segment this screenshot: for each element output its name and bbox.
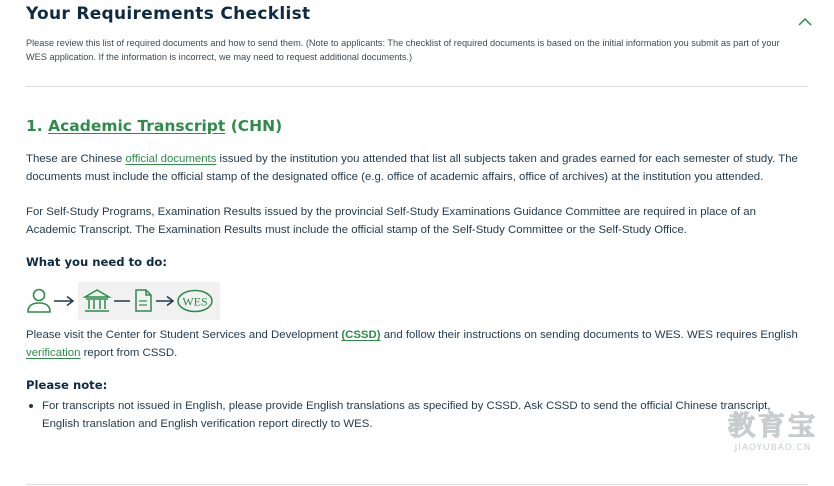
transcript-description: These are Chinese official documents issued by the institution you attended that list all subjects taken and grades earned for each semester of study. The documents must include the official stamp of the designated office (e.g. office of academic affairs, office of archives) at the institution you attended.	[26, 153, 798, 183]
institution-icon	[82, 287, 112, 315]
official-documents-link[interactable]: official documents	[125, 153, 217, 165]
svg-text:WES: WES	[182, 294, 208, 309]
list-item: For transcripts not issued in English, please provide English translations as specified by CSSD. Ask CSSD to send the official Chinese transcript, English translation and English verification report directly to WES.	[26, 397, 802, 433]
checklist-intro: Please review this list of required documents and how to send them. (Note to applicants: The checklist of required documents is based on the initial information you submit as part of your WES application. If the information is incorrect, we may need to request additional documents.)	[26, 38, 780, 62]
chevron-up-icon	[798, 17, 812, 26]
verification-link[interactable]: verification	[26, 347, 81, 359]
section-number: 1.	[26, 117, 43, 135]
watermark-logo	[728, 412, 818, 454]
collapse-button[interactable]	[796, 14, 814, 28]
todo-heading: What you need to do:	[26, 255, 168, 269]
watermark-url: JIAOYUBAO.CN	[734, 443, 812, 453]
country-code: (CHN)	[230, 117, 283, 135]
academic-transcript-link[interactable]: Academic Transcript	[48, 117, 226, 135]
divider	[26, 484, 808, 485]
cssd-link[interactable]: (CSSD)	[341, 329, 381, 341]
requirements-checklist	[26, 0, 808, 486]
cssd-instructions: Please visit the Center for Student Services and Development (CSSD) and follow their instructions on sending documents to WES. WES requires English verification report from CSSD.	[26, 329, 798, 359]
watermark-glyphs: 教育宝	[728, 411, 818, 442]
note-heading: Please note:	[26, 378, 108, 392]
section-heading	[26, 115, 808, 137]
dash-connector-icon	[112, 295, 132, 307]
arrow-right-icon	[154, 295, 176, 307]
checklist-header	[26, 0, 808, 64]
document-icon	[132, 287, 154, 315]
person-icon	[26, 287, 52, 315]
arrow-right-icon	[52, 295, 76, 307]
page-title: Your Requirements Checklist	[26, 4, 311, 24]
wes-logo-icon	[176, 288, 214, 314]
process-steps	[26, 282, 808, 320]
self-study-description: For Self-Study Programs, Examination Results issued by the provincial Self-Study Examinations Guidance Committee are required in place of an Academic Transcript. The Examination Results must include the official stamp of the Self-Study Committee or the Self-Study Office.	[26, 206, 756, 236]
divider	[26, 86, 808, 87]
note-list	[26, 397, 808, 433]
